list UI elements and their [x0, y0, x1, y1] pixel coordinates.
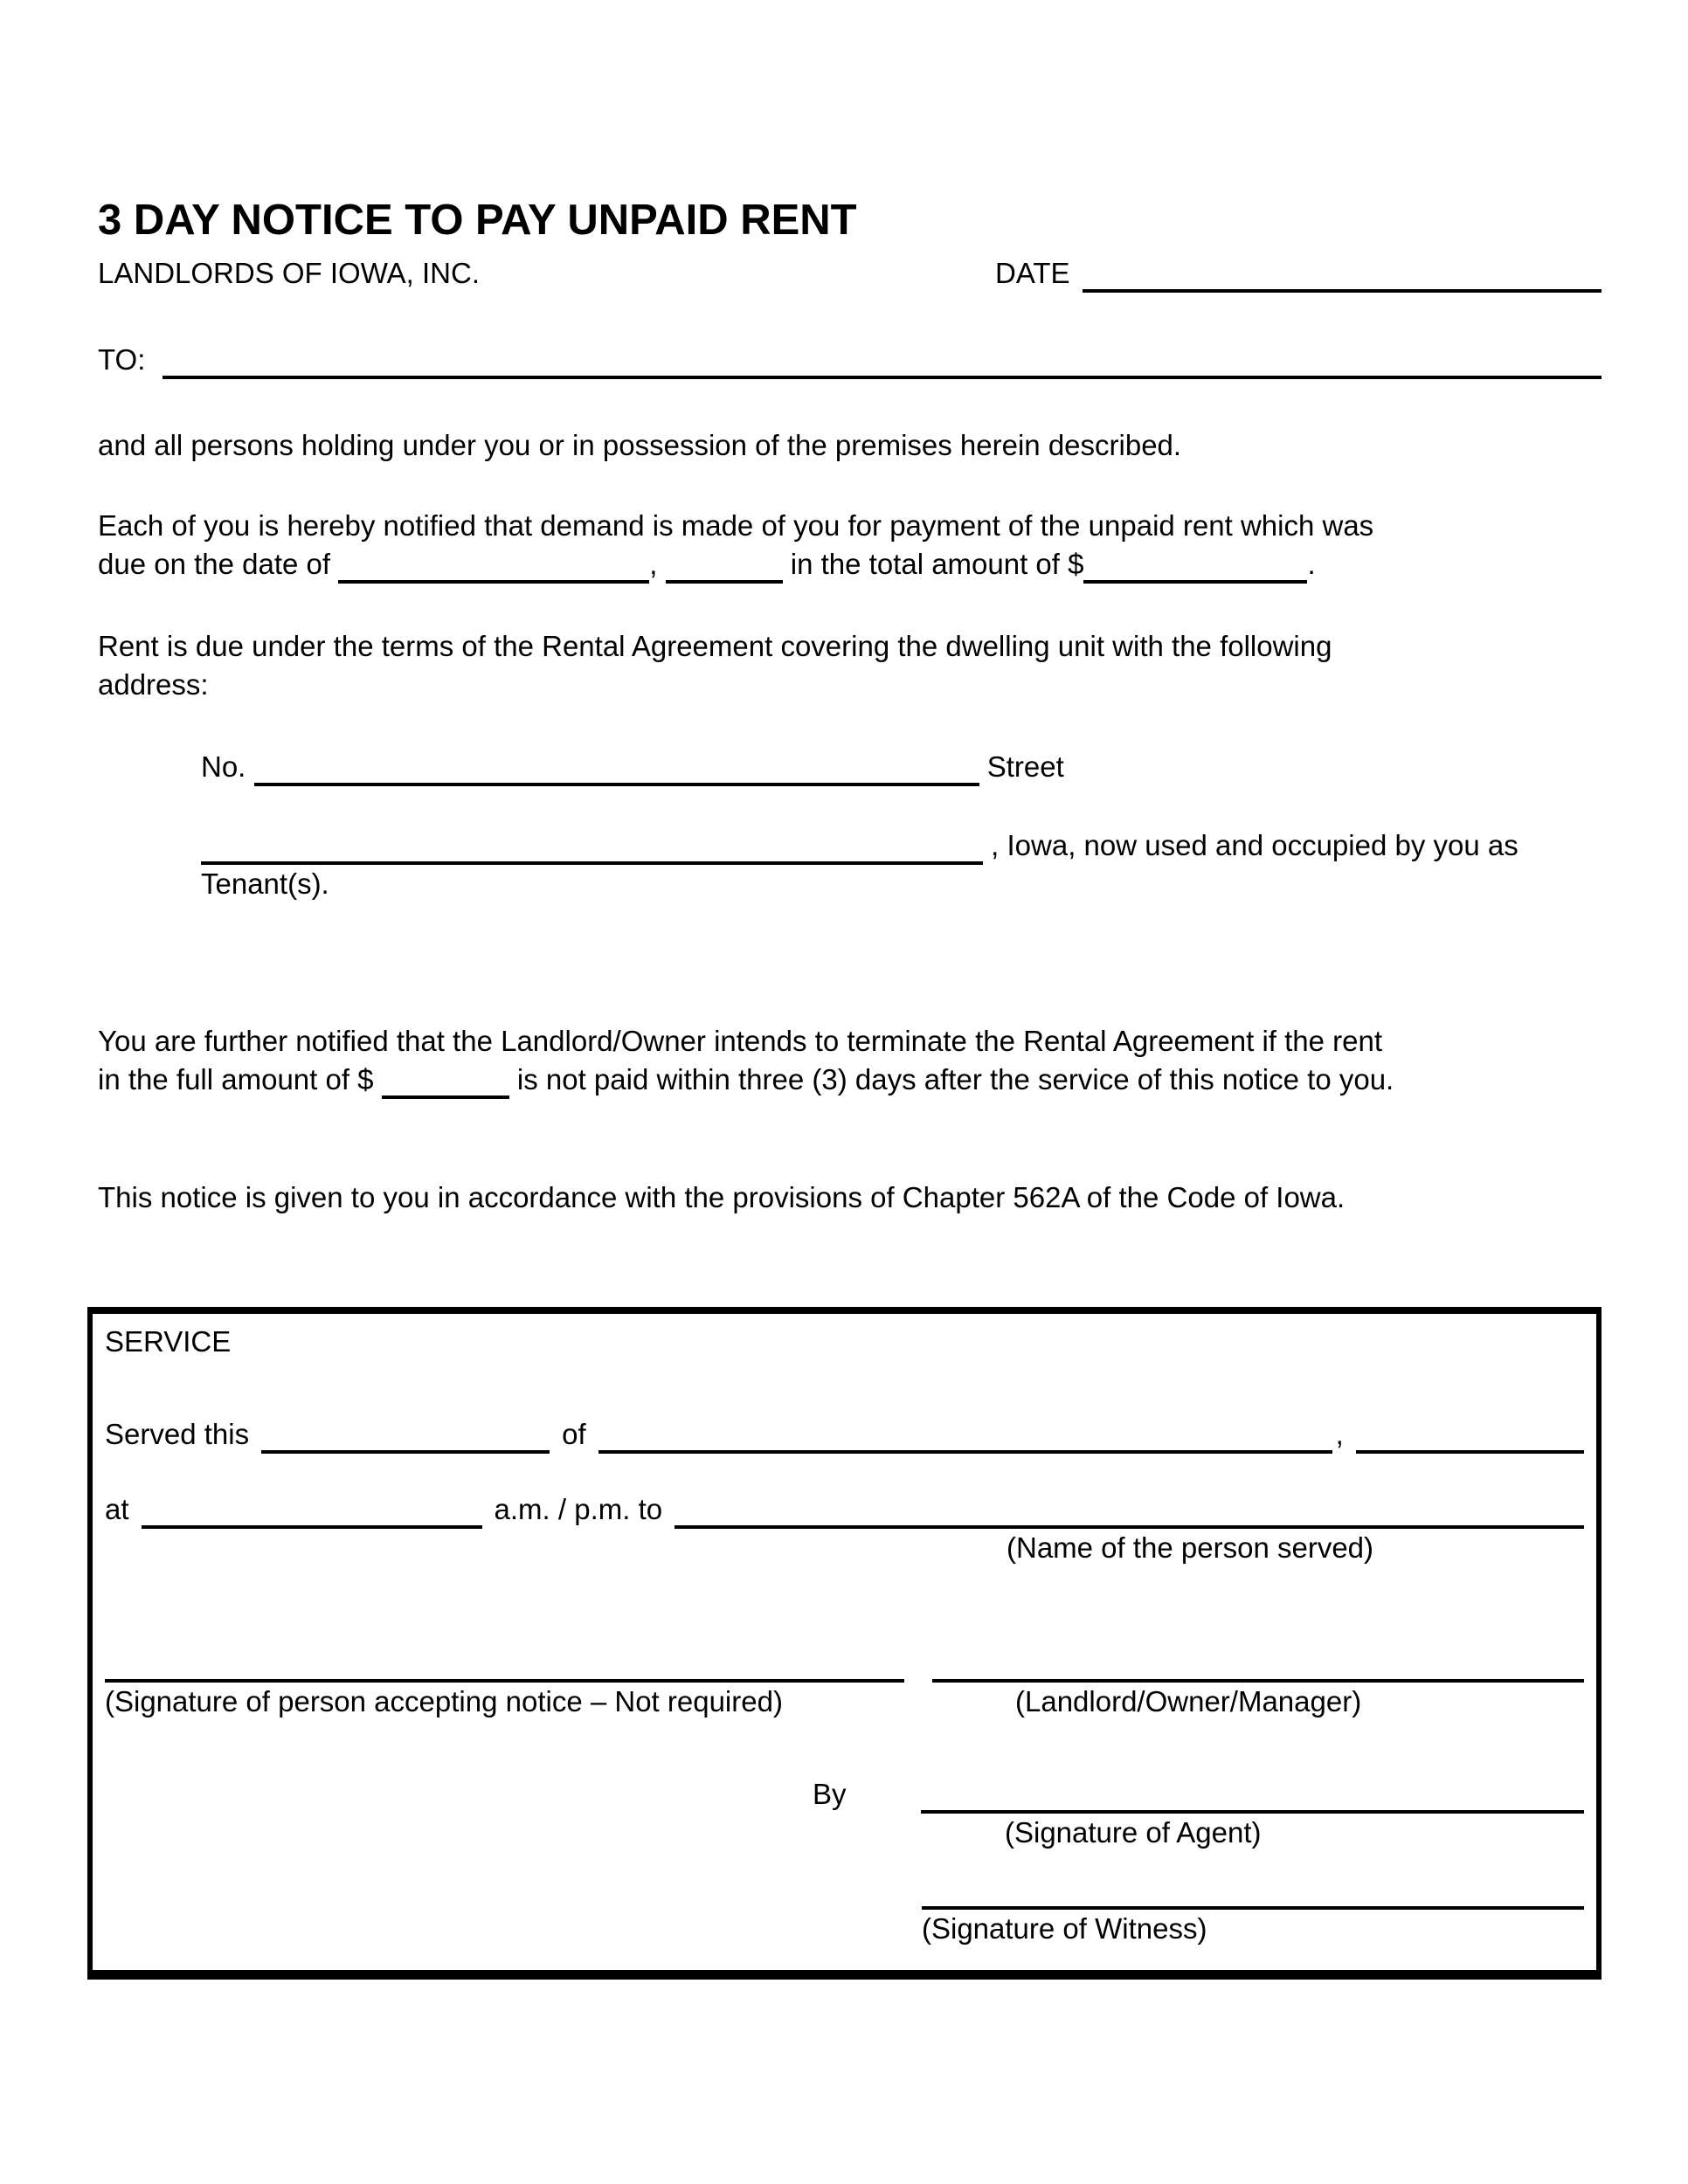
- date-label: DATE: [995, 257, 1070, 289]
- termination-line-2-suffix: is not paid within three (3) days after the service of this notice to you.: [516, 1063, 1394, 1095]
- accepting-signature-column: [105, 1679, 904, 1721]
- demand-period: .: [1307, 548, 1316, 580]
- demand-comma: ,: [649, 548, 658, 580]
- service-heading: SERVICE: [105, 1325, 232, 1358]
- demand-line-2: [98, 545, 1602, 584]
- demand-amount-text: in the total amount of $: [790, 548, 1084, 580]
- paragraph-chapter: This notice is given to you in accordance with the provisions of Chapter 562A of the Code of Iowa.: [98, 1181, 1346, 1213]
- to-blank[interactable]: [163, 341, 1602, 379]
- rent-due-line-1: Rent is due under the terms of the Rental Agreement covering the dwelling unit with the following: [98, 630, 1332, 662]
- service-box: [87, 1307, 1602, 1980]
- served-of-label: of: [562, 1418, 586, 1450]
- paragraph-demand: [98, 507, 1602, 584]
- paragraph-all-persons: and all persons holding under you or in possession of the premises herein described.: [98, 429, 1182, 461]
- due-date-blank[interactable]: [338, 545, 649, 584]
- demand-line-1: Each of you is hereby notified that demand is made of you for payment of the unpaid rent which was: [98, 509, 1374, 542]
- header-row: [98, 254, 1602, 293]
- street-label: Street: [986, 750, 1064, 783]
- demand-line-2-prefix: due on the date of: [98, 548, 331, 580]
- iowa-text: , Iowa, now used and occupied by you as: [991, 829, 1519, 861]
- to-row: [98, 341, 1602, 379]
- to-label: TO:: [98, 343, 146, 376]
- served-comma: ,: [1335, 1418, 1344, 1450]
- witness-signature-block: [922, 1906, 1584, 1948]
- served-this-label: Served this: [105, 1418, 250, 1450]
- served-time-blank[interactable]: [142, 1490, 482, 1529]
- street-name-row: [201, 826, 1602, 865]
- agent-signature-label: (Signature of Agent): [1005, 1816, 1262, 1849]
- name-served-label: (Name of the person served): [1007, 1531, 1374, 1564]
- person-served-blank[interactable]: [675, 1490, 1584, 1529]
- paragraph-rent-due: [98, 627, 1602, 704]
- no-label: No.: [201, 750, 246, 783]
- street-number-blank[interactable]: [254, 748, 979, 786]
- due-year-blank[interactable]: [666, 545, 783, 584]
- by-label: By: [813, 1778, 847, 1810]
- termination-line-2-prefix: in the full amount of $: [98, 1063, 374, 1095]
- date-blank[interactable]: [1083, 254, 1602, 293]
- agent-signature-line[interactable]: [921, 1775, 1584, 1814]
- at-label: at: [105, 1493, 129, 1525]
- tenant-label: Tenant(s).: [201, 867, 329, 900]
- termination-line-1: You are further notified that the Landlord/Owner intends to terminate the Rental Agreement if the rent: [98, 1025, 1383, 1057]
- rent-due-line-2: address:: [98, 668, 209, 701]
- termination-line-2: [98, 1061, 1602, 1099]
- landlord-signature-column: [932, 1679, 1584, 1721]
- witness-signature-label: (Signature of Witness): [922, 1912, 1207, 1945]
- by-row: [813, 1775, 1584, 1814]
- served-month-blank[interactable]: [598, 1415, 1332, 1454]
- served-day-blank[interactable]: [261, 1415, 550, 1454]
- ampm-to-label: a.m. / p.m. to: [494, 1493, 663, 1525]
- served-year-blank[interactable]: [1356, 1415, 1584, 1454]
- total-amount-blank[interactable]: [1083, 545, 1307, 584]
- street-number-row: [201, 748, 1602, 786]
- rent-amount-blank[interactable]: [382, 1061, 509, 1099]
- street-name-blank[interactable]: [201, 826, 983, 865]
- signature-row: [105, 1679, 1584, 1721]
- accepting-signature-label: (Signature of person accepting notice – Not required): [105, 1685, 783, 1717]
- paragraph-termination: [98, 1022, 1602, 1099]
- served-row: [105, 1415, 1584, 1454]
- organization-name: LANDLORDS OF IOWA, INC.: [98, 257, 480, 289]
- landlord-signature-label: (Landlord/Owner/Manager): [1015, 1685, 1362, 1717]
- page-title: 3 DAY NOTICE TO PAY UNPAID RENT: [98, 197, 857, 244]
- at-row: [105, 1490, 1584, 1529]
